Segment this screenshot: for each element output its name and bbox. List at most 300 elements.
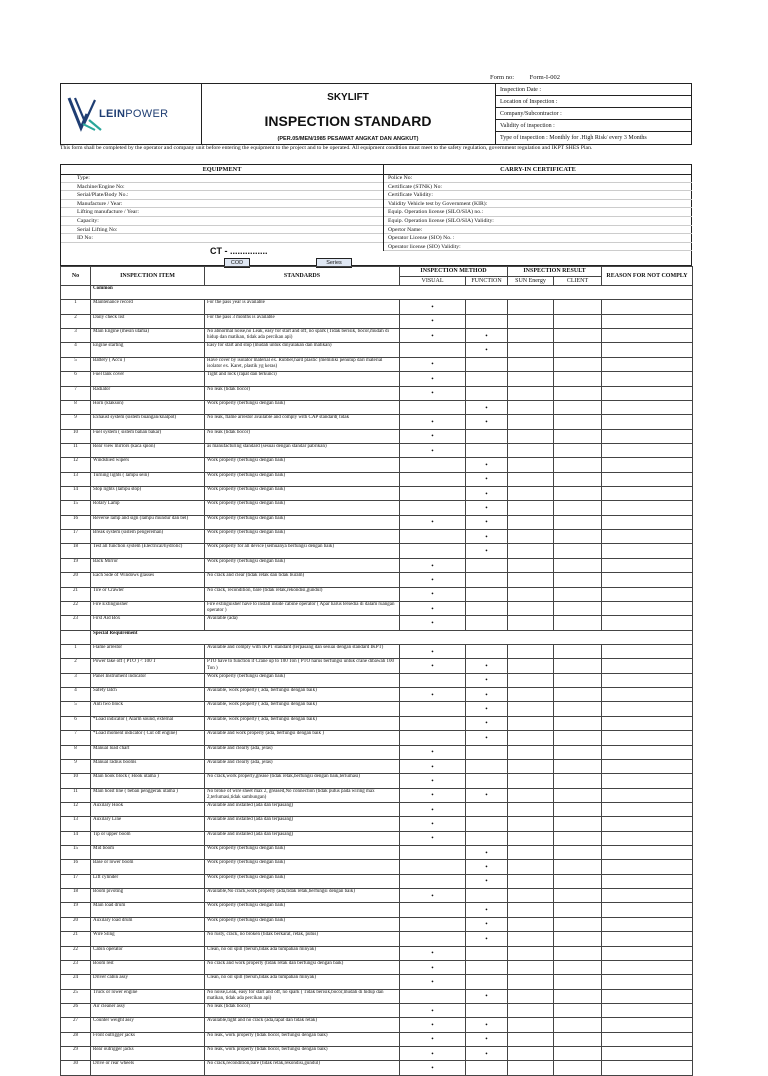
result-client[interactable] (554, 946, 602, 960)
result-sun[interactable] (508, 889, 554, 903)
reason-field[interactable] (602, 558, 693, 572)
result-sun[interactable] (508, 458, 554, 472)
company-field[interactable]: Company/Subcontractor : (495, 108, 691, 120)
visual-check[interactable] (400, 673, 466, 687)
result-sun[interactable] (508, 960, 554, 974)
reason-field[interactable] (602, 759, 693, 773)
result-sun[interactable] (508, 802, 554, 816)
certificate-field[interactable]: Equip. Operation license (SILO/SIA) no.: (384, 208, 692, 217)
certificate-field[interactable]: Operator license (SIO) Validity: (384, 243, 692, 252)
table-row (61, 415, 693, 429)
function-check[interactable] (466, 960, 508, 974)
certificate-field[interactable]: Police No: (384, 174, 692, 183)
result-client[interactable] (554, 1032, 602, 1046)
function-check[interactable]: • (466, 343, 508, 357)
result-client[interactable] (554, 1018, 602, 1032)
result-client[interactable] (554, 616, 602, 630)
inspection-date-field[interactable]: Inspection Date : (495, 84, 691, 96)
result-client[interactable] (554, 745, 602, 759)
function-check[interactable] (466, 429, 508, 443)
result-sun[interactable] (508, 472, 554, 486)
reason-field[interactable] (602, 745, 693, 759)
reason-field[interactable] (602, 1047, 693, 1061)
function-check[interactable]: • (466, 846, 508, 860)
visual-check[interactable]: • (400, 329, 466, 343)
result-sun[interactable] (508, 759, 554, 773)
visual-check[interactable] (400, 343, 466, 357)
function-check[interactable] (466, 831, 508, 845)
result-client[interactable] (554, 731, 602, 745)
validity-field[interactable]: Validity of inspection : (495, 120, 691, 132)
certificate-field[interactable]: Operator License (SIO) No. : (384, 234, 692, 243)
visual-check[interactable]: • (400, 788, 466, 802)
result-client[interactable] (554, 960, 602, 974)
reason-field[interactable] (602, 314, 693, 328)
result-sun[interactable] (508, 357, 554, 371)
equipment-field[interactable]: Lifting manufacture / Year: (61, 208, 383, 217)
function-check[interactable] (466, 946, 508, 960)
visual-check[interactable]: • (400, 558, 466, 572)
result-client[interactable] (554, 644, 602, 658)
inspection-item: Boom pivoting (91, 889, 205, 903)
reason-field[interactable] (602, 688, 693, 702)
visual-check[interactable]: • (400, 1018, 466, 1032)
result-client[interactable] (554, 659, 602, 673)
function-check[interactable]: • (466, 716, 508, 730)
function-check[interactable]: • (466, 472, 508, 486)
result-sun[interactable] (508, 903, 554, 917)
result-client[interactable] (554, 415, 602, 429)
function-check[interactable]: • (466, 458, 508, 472)
result-client[interactable] (554, 702, 602, 716)
result-sun[interactable] (508, 1003, 554, 1017)
result-sun[interactable] (508, 530, 554, 544)
visual-check[interactable] (400, 846, 466, 860)
result-sun[interactable] (508, 415, 554, 429)
function-check[interactable] (466, 644, 508, 658)
function-check[interactable] (466, 616, 508, 630)
result-client[interactable] (554, 1061, 602, 1075)
result-sun[interactable] (508, 989, 554, 1003)
reason-field[interactable] (602, 1032, 693, 1046)
function-check[interactable]: • (466, 932, 508, 946)
result-sun[interactable] (508, 616, 554, 630)
result-client[interactable] (554, 932, 602, 946)
reason-field[interactable] (602, 587, 693, 601)
equipment-field[interactable]: Type: (61, 174, 383, 183)
reason-field[interactable] (602, 544, 693, 558)
result-client[interactable] (554, 400, 602, 414)
inspection-standard: Work properly (berfungsi dengan baik) (205, 472, 400, 486)
result-sun[interactable] (508, 343, 554, 357)
visual-check[interactable]: • (400, 601, 466, 615)
result-client[interactable] (554, 788, 602, 802)
function-check[interactable]: • (466, 329, 508, 343)
result-sun[interactable] (508, 702, 554, 716)
function-check[interactable] (466, 774, 508, 788)
result-sun[interactable] (508, 1047, 554, 1061)
result-client[interactable] (554, 989, 602, 1003)
reason-field[interactable] (602, 357, 693, 371)
result-sun[interactable] (508, 372, 554, 386)
result-sun[interactable] (508, 659, 554, 673)
reason-field[interactable] (602, 673, 693, 687)
result-sun[interactable] (508, 817, 554, 831)
function-check[interactable]: • (466, 487, 508, 501)
reason-field[interactable] (602, 386, 693, 400)
inspection-item: *Load indicator ( Alarm sound, external (91, 716, 205, 730)
visual-check[interactable]: • (400, 1003, 466, 1017)
function-check[interactable] (466, 1061, 508, 1075)
reason-field[interactable] (602, 601, 693, 615)
function-check[interactable]: • (466, 415, 508, 429)
result-sun[interactable] (508, 731, 554, 745)
result-sun[interactable] (508, 688, 554, 702)
function-check[interactable] (466, 889, 508, 903)
result-sun[interactable] (508, 386, 554, 400)
result-sun[interactable] (508, 716, 554, 730)
function-check[interactable] (466, 443, 508, 457)
visual-check[interactable]: • (400, 1032, 466, 1046)
result-sun[interactable] (508, 429, 554, 443)
result-sun[interactable] (508, 487, 554, 501)
result-sun[interactable] (508, 443, 554, 457)
result-client[interactable] (554, 329, 602, 343)
reason-field[interactable] (602, 716, 693, 730)
result-client[interactable] (554, 487, 602, 501)
result-client[interactable] (554, 472, 602, 486)
visual-check[interactable] (400, 932, 466, 946)
inspection-item: Back Mirror (91, 558, 205, 572)
function-check[interactable]: • (466, 1047, 508, 1061)
reason-field[interactable] (602, 372, 693, 386)
visual-check[interactable] (400, 458, 466, 472)
reason-field[interactable] (602, 846, 693, 860)
visual-check[interactable]: • (400, 817, 466, 831)
reason-field[interactable] (602, 731, 693, 745)
result-client[interactable] (554, 917, 602, 931)
reason-field[interactable] (602, 889, 693, 903)
result-client[interactable] (554, 300, 602, 314)
visual-check[interactable] (400, 544, 466, 558)
certificate-field[interactable]: Opertor Name: (384, 226, 692, 235)
visual-check[interactable]: • (400, 975, 466, 989)
visual-check[interactable]: • (400, 745, 466, 759)
function-check[interactable]: • (466, 1018, 508, 1032)
reason-field[interactable] (602, 989, 693, 1003)
reason-field[interactable] (602, 1061, 693, 1075)
visual-check[interactable]: • (400, 587, 466, 601)
reason-field[interactable] (602, 1003, 693, 1017)
result-sun[interactable] (508, 314, 554, 328)
equipment-field[interactable]: Machine/Engine No: (61, 183, 383, 192)
visual-check[interactable]: • (400, 1061, 466, 1075)
function-check[interactable]: • (466, 989, 508, 1003)
visual-check[interactable] (400, 903, 466, 917)
reason-field[interactable] (602, 644, 693, 658)
result-sun[interactable] (508, 860, 554, 874)
visual-check[interactable]: • (400, 659, 466, 673)
result-sun[interactable] (508, 831, 554, 845)
result-sun[interactable] (508, 932, 554, 946)
reason-field[interactable] (602, 831, 693, 845)
visual-check[interactable]: • (400, 415, 466, 429)
function-check[interactable] (466, 587, 508, 601)
function-check[interactable] (466, 601, 508, 615)
result-client[interactable] (554, 774, 602, 788)
result-sun[interactable] (508, 400, 554, 414)
reason-field[interactable] (602, 659, 693, 673)
visual-check[interactable]: • (400, 644, 466, 658)
cod-tag: COD (224, 258, 250, 268)
reason-field[interactable] (602, 903, 693, 917)
visual-check[interactable]: • (400, 616, 466, 630)
visual-check[interactable] (400, 917, 466, 931)
reason-field[interactable] (602, 443, 693, 457)
reason-field[interactable] (602, 960, 693, 974)
inspection-type-field[interactable]: Type of inspection : Monthly for .High Risk/ every 3 Months (500, 135, 647, 141)
col-result: INSPECTION RESULT (508, 267, 602, 277)
result-sun[interactable] (508, 975, 554, 989)
result-client[interactable] (554, 372, 602, 386)
function-check[interactable] (466, 745, 508, 759)
reason-field[interactable] (602, 946, 693, 960)
reason-field[interactable] (602, 515, 693, 529)
reason-field[interactable] (602, 400, 693, 414)
function-check[interactable] (466, 817, 508, 831)
reason-field[interactable] (602, 429, 693, 443)
result-client[interactable] (554, 458, 602, 472)
table-row (61, 716, 693, 730)
result-client[interactable] (554, 558, 602, 572)
result-sun[interactable] (508, 573, 554, 587)
result-sun[interactable] (508, 846, 554, 860)
visual-check[interactable]: • (400, 357, 466, 371)
row-number: 10 (61, 429, 91, 443)
visual-check[interactable]: • (400, 1047, 466, 1061)
function-check[interactable] (466, 386, 508, 400)
visual-check[interactable]: • (400, 759, 466, 773)
reason-field[interactable] (602, 702, 693, 716)
visual-check[interactable]: • (400, 802, 466, 816)
visual-check[interactable] (400, 702, 466, 716)
function-check[interactable] (466, 573, 508, 587)
reason-field[interactable] (602, 860, 693, 874)
visual-check[interactable] (400, 860, 466, 874)
reason-field[interactable] (602, 774, 693, 788)
function-check[interactable]: • (466, 400, 508, 414)
inspection-item: Rear view mirrors (kaca spion) (91, 443, 205, 457)
function-check[interactable]: • (466, 702, 508, 716)
reason-field[interactable] (602, 788, 693, 802)
visual-check[interactable] (400, 501, 466, 515)
result-client[interactable] (554, 889, 602, 903)
visual-check[interactable] (400, 874, 466, 888)
function-check[interactable]: • (466, 544, 508, 558)
function-check[interactable] (466, 975, 508, 989)
result-client[interactable] (554, 357, 602, 371)
visual-check[interactable]: • (400, 314, 466, 328)
visual-check[interactable] (400, 731, 466, 745)
visual-check[interactable] (400, 472, 466, 486)
result-sun[interactable] (508, 300, 554, 314)
location-field[interactable]: Location of Inspection : (495, 96, 691, 108)
equipment-field[interactable]: Serial/Plate/Body No.: (61, 191, 383, 200)
visual-check[interactable]: • (400, 688, 466, 702)
reason-field[interactable] (602, 802, 693, 816)
result-sun[interactable] (508, 745, 554, 759)
visual-check[interactable]: • (400, 515, 466, 529)
reason-field[interactable] (602, 932, 693, 946)
result-client[interactable] (554, 1047, 602, 1061)
result-sun[interactable] (508, 558, 554, 572)
result-client[interactable] (554, 601, 602, 615)
title-block (201, 84, 496, 144)
result-sun[interactable] (508, 544, 554, 558)
result-client[interactable] (554, 688, 602, 702)
function-check[interactable]: • (466, 874, 508, 888)
function-check[interactable]: • (466, 659, 508, 673)
function-check[interactable]: • (466, 917, 508, 931)
function-check[interactable] (466, 802, 508, 816)
result-client[interactable] (554, 501, 602, 515)
result-client[interactable] (554, 573, 602, 587)
reason-field[interactable] (602, 458, 693, 472)
function-check[interactable] (466, 759, 508, 773)
result-client[interactable] (554, 802, 602, 816)
function-check[interactable] (466, 300, 508, 314)
visual-check[interactable]: • (400, 300, 466, 314)
certificate-field[interactable]: Certificate Validity: (384, 191, 692, 200)
function-check[interactable] (466, 314, 508, 328)
result-sun[interactable] (508, 774, 554, 788)
reason-field[interactable] (602, 917, 693, 931)
result-client[interactable] (554, 343, 602, 357)
function-check[interactable]: • (466, 788, 508, 802)
reason-field[interactable] (602, 501, 693, 515)
result-sun[interactable] (508, 329, 554, 343)
function-check[interactable] (466, 558, 508, 572)
result-sun[interactable] (508, 788, 554, 802)
visual-check[interactable]: • (400, 889, 466, 903)
result-sun[interactable] (508, 874, 554, 888)
visual-check[interactable] (400, 400, 466, 414)
function-check[interactable] (466, 372, 508, 386)
result-sun[interactable] (508, 587, 554, 601)
reason-field[interactable] (602, 343, 693, 357)
function-check[interactable]: • (466, 688, 508, 702)
reason-field[interactable] (602, 573, 693, 587)
section-title: Special Requirement (91, 630, 693, 644)
function-check[interactable]: • (466, 501, 508, 515)
function-check[interactable] (466, 1003, 508, 1017)
equipment-field[interactable]: Manufacture / Year: (61, 200, 383, 209)
result-client[interactable] (554, 587, 602, 601)
result-client[interactable] (554, 515, 602, 529)
reason-field[interactable] (602, 616, 693, 630)
visual-check[interactable]: • (400, 386, 466, 400)
equipment-field[interactable]: ID No: (61, 234, 383, 243)
visual-check[interactable]: • (400, 774, 466, 788)
reason-field[interactable] (602, 329, 693, 343)
function-check[interactable]: • (466, 731, 508, 745)
visual-check[interactable]: • (400, 946, 466, 960)
result-client[interactable] (554, 673, 602, 687)
visual-check[interactable]: • (400, 443, 466, 457)
visual-check[interactable] (400, 530, 466, 544)
table-row (61, 558, 693, 572)
reason-field[interactable] (602, 975, 693, 989)
reason-field[interactable] (602, 817, 693, 831)
result-client[interactable] (554, 759, 602, 773)
reason-field[interactable] (602, 300, 693, 314)
result-sun[interactable] (508, 601, 554, 615)
result-client[interactable] (554, 530, 602, 544)
result-client[interactable] (554, 975, 602, 989)
function-check[interactable]: • (466, 515, 508, 529)
result-sun[interactable] (508, 946, 554, 960)
result-client[interactable] (554, 860, 602, 874)
result-client[interactable] (554, 716, 602, 730)
certificate-field[interactable]: Equip. Operation license (SILO/SIA) Validity: (384, 217, 692, 226)
result-client[interactable] (554, 314, 602, 328)
result-sun[interactable] (508, 1032, 554, 1046)
result-client[interactable] (554, 429, 602, 443)
result-client[interactable] (554, 443, 602, 457)
result-client[interactable] (554, 846, 602, 860)
reason-field[interactable] (602, 487, 693, 501)
equipment-field[interactable]: Serial Lifting No: (61, 226, 383, 235)
visual-check[interactable]: • (400, 429, 466, 443)
result-client[interactable] (554, 874, 602, 888)
result-sun[interactable] (508, 644, 554, 658)
visual-check[interactable] (400, 989, 466, 1003)
reason-field[interactable] (602, 530, 693, 544)
visual-check[interactable]: • (400, 960, 466, 974)
function-check[interactable] (466, 357, 508, 371)
result-sun[interactable] (508, 501, 554, 515)
visual-check[interactable]: • (400, 573, 466, 587)
result-sun[interactable] (508, 515, 554, 529)
result-client[interactable] (554, 1003, 602, 1017)
result-client[interactable] (554, 817, 602, 831)
reason-field[interactable] (602, 874, 693, 888)
visual-check[interactable] (400, 716, 466, 730)
result-sun[interactable] (508, 1061, 554, 1075)
function-check[interactable]: • (466, 673, 508, 687)
visual-check[interactable] (400, 487, 466, 501)
result-client[interactable] (554, 831, 602, 845)
reason-field[interactable] (602, 415, 693, 429)
function-check[interactable]: • (466, 903, 508, 917)
result-sun[interactable] (508, 673, 554, 687)
equipment-field[interactable]: Capacity: (61, 217, 383, 226)
result-client[interactable] (554, 386, 602, 400)
reason-field[interactable] (602, 472, 693, 486)
visual-check[interactable]: • (400, 372, 466, 386)
certificate-field[interactable]: Validity Vehicle test by Government (KIR): (384, 200, 692, 209)
function-check[interactable]: • (466, 860, 508, 874)
result-client[interactable] (554, 903, 602, 917)
function-check[interactable]: • (466, 530, 508, 544)
result-client[interactable] (554, 544, 602, 558)
reason-field[interactable] (602, 1018, 693, 1032)
function-check[interactable]: • (466, 1032, 508, 1046)
certificate-field[interactable]: Certificate (STNK) No: (384, 183, 692, 192)
result-sun[interactable] (508, 917, 554, 931)
visual-check[interactable]: • (400, 831, 466, 845)
result-sun[interactable] (508, 1018, 554, 1032)
